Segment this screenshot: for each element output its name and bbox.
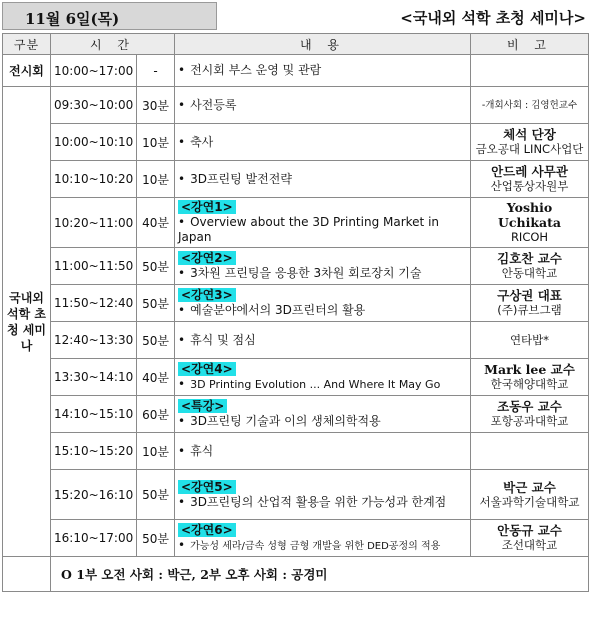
bullet: •	[178, 134, 186, 149]
bullet: •	[178, 537, 186, 552]
content-cell	[175, 248, 471, 285]
time-cell: 15:10~15:20	[51, 433, 137, 470]
speaker-affiliation: 포항공과대학교	[490, 414, 569, 428]
duration-cell: 50분	[137, 322, 175, 359]
col-header-time: 시 간	[51, 34, 175, 55]
time-cell: 10:00~10:10	[51, 124, 137, 161]
note-cell	[471, 124, 589, 161]
speaker-name: 안드레 사무관	[491, 164, 568, 179]
lecture-tag: <강연2>	[178, 251, 236, 265]
content-cell	[175, 396, 471, 433]
content-cell	[175, 198, 471, 248]
date-label: 11월 6일(목)	[25, 10, 120, 28]
duration-cell: -	[137, 55, 175, 87]
table-row	[3, 124, 589, 161]
duration-cell: 40분	[137, 198, 175, 248]
content-text: 3D Printing Evolution ... And Where It May Go	[190, 378, 441, 391]
moderator-spacer	[3, 557, 51, 592]
content-cell	[175, 285, 471, 322]
group-exhibition: 전시회	[3, 55, 51, 87]
content-cell	[175, 433, 471, 470]
time-cell: 16:10~17:00	[51, 520, 137, 557]
time-cell: 13:30~14:10	[51, 359, 137, 396]
note-cell	[471, 161, 589, 198]
time-cell: 10:20~11:00	[51, 198, 137, 248]
note-cell	[471, 433, 589, 470]
speaker-name: Mark lee 교수	[484, 362, 575, 377]
lecture-tag: <강연1>	[178, 200, 236, 214]
time-cell: 09:30~10:00	[51, 87, 137, 124]
speaker-affiliation: 안동대학교	[501, 266, 558, 280]
bullet: •	[178, 266, 186, 280]
table-row	[3, 285, 589, 322]
speaker-affiliation: RICOH	[510, 230, 549, 244]
content-text: 3D프린팅 기술과 이의 생체의학적용	[190, 414, 381, 428]
bullet: •	[178, 332, 186, 347]
page-title: <국내외 석학 초청 세미나>	[400, 9, 586, 27]
duration-cell: 30분	[137, 87, 175, 124]
content-cell	[175, 161, 471, 198]
speaker-affiliation: 금오공대 LINC사업단	[475, 142, 584, 156]
content-cell	[175, 87, 471, 124]
note-cell	[471, 248, 589, 285]
table-row	[3, 87, 589, 124]
table-row	[3, 198, 589, 248]
note-cell	[471, 520, 589, 557]
content-text: 3D프린팅 발전전략	[190, 171, 292, 186]
content-text: 3D프린팅의 산업적 활용을 위한 가능성과 한계점	[190, 494, 447, 509]
speaker-affiliation: 서울과학기술대학교	[479, 494, 580, 509]
speaker-name: 체석 단장	[503, 127, 556, 142]
table-row	[3, 55, 589, 87]
note-cell	[471, 322, 589, 359]
time-cell: 12:40~13:30	[51, 322, 137, 359]
time-cell: 10:10~10:20	[51, 161, 137, 198]
note-cell	[471, 470, 589, 520]
content-text: 휴식 및 점심	[190, 332, 256, 347]
note-line1: -개회사회 : 김영헌교수	[481, 100, 578, 111]
group-seminar: 국내외 석학 초청 세미나	[3, 87, 51, 557]
content-text: 사전등록	[190, 97, 237, 112]
lecture-tag: <강연6>	[178, 523, 236, 537]
moderator-text: O 1부 오전 사회 : 박근, 2부 오후 사회 : 공경미	[51, 557, 589, 592]
speaker-affiliation: 조선대학교	[501, 538, 558, 552]
table-row	[3, 433, 589, 470]
content-text: 축사	[190, 134, 214, 149]
table-row	[3, 359, 589, 396]
note-line1: 연타밥*	[509, 332, 550, 347]
lecture-tag: <강연5>	[178, 480, 236, 494]
table-row	[3, 161, 589, 198]
lecture-tag: <강연4>	[178, 362, 236, 376]
time-cell: 11:50~12:40	[51, 285, 137, 322]
table-row	[3, 520, 589, 557]
lecture-tag: <강연3>	[178, 288, 236, 302]
duration-cell: 10분	[137, 433, 175, 470]
speaker-affiliation: 한국해양대학교	[490, 377, 569, 391]
bullet: •	[178, 171, 186, 186]
table-row	[3, 248, 589, 285]
col-header-category: 구분	[3, 34, 51, 55]
page-header	[2, 2, 588, 30]
speaker-name: 김호찬 교수	[497, 251, 562, 266]
speaker-affiliation: 산업통상자원부	[490, 179, 569, 193]
content-text: 3차원 프린팅을 응용한 3차원 회로장치 기술	[190, 266, 422, 280]
moderator-row	[3, 557, 589, 592]
note-cell	[471, 55, 589, 87]
speaker-name: Yoshio Uchikata	[498, 200, 561, 230]
note-cell	[471, 359, 589, 396]
content-cell	[175, 55, 471, 87]
table-row	[3, 396, 589, 433]
duration-cell: 50분	[137, 248, 175, 285]
table-row	[3, 322, 589, 359]
content-cell	[175, 359, 471, 396]
time-cell: 14:10~15:10	[51, 396, 137, 433]
content-cell	[175, 124, 471, 161]
time-cell: 11:00~11:50	[51, 248, 137, 285]
duration-cell: 60분	[137, 396, 175, 433]
note-cell	[471, 198, 589, 248]
duration-cell: 40분	[137, 359, 175, 396]
content-text: 전시회 부스 운영 및 관람	[190, 63, 322, 77]
lecture-tag: <특강>	[178, 399, 227, 413]
content-text: 예술분야에서의 3D프린터의 활용	[190, 303, 366, 317]
duration-cell: 50분	[137, 285, 175, 322]
table-row	[3, 470, 589, 520]
duration-cell: 10분	[137, 124, 175, 161]
bullet: •	[178, 377, 186, 391]
bullet: •	[178, 63, 186, 77]
note-cell	[471, 396, 589, 433]
duration-cell: 50분	[137, 470, 175, 520]
duration-cell: 10분	[137, 161, 175, 198]
time-cell: 10:00~17:00	[51, 55, 137, 87]
bullet: •	[178, 303, 186, 317]
speaker-affiliation: (주)큐브그램	[497, 303, 562, 317]
time-cell: 15:20~16:10	[51, 470, 137, 520]
date-box	[2, 2, 217, 30]
col-header-content: 내 용	[175, 34, 471, 55]
speaker-name: 조동우 교수	[497, 399, 562, 414]
col-header-note: 비 고	[471, 34, 589, 55]
schedule-table	[2, 33, 589, 592]
speaker-name: 안동규 교수	[497, 523, 562, 538]
content-text: 가능성 세라/금속 성형 금형 개발을 위한 DED공정의 적용	[190, 540, 441, 552]
table-header-row	[3, 34, 589, 55]
content-cell	[175, 520, 471, 557]
bullet: •	[178, 443, 186, 458]
bullet: •	[178, 414, 186, 428]
bullet: •	[178, 97, 186, 112]
bullet: •	[178, 215, 186, 229]
duration-cell: 50분	[137, 520, 175, 557]
bullet: •	[178, 494, 186, 509]
content-cell	[175, 322, 471, 359]
note-cell	[471, 285, 589, 322]
content-text: 휴식	[190, 443, 214, 458]
content-cell	[175, 470, 471, 520]
content-text: Overview about the 3D Printing Market in Japan	[178, 215, 440, 244]
speaker-name: 박근 교수	[503, 479, 556, 495]
speaker-name: 구상권 대표	[497, 288, 562, 303]
note-cell	[471, 87, 589, 124]
